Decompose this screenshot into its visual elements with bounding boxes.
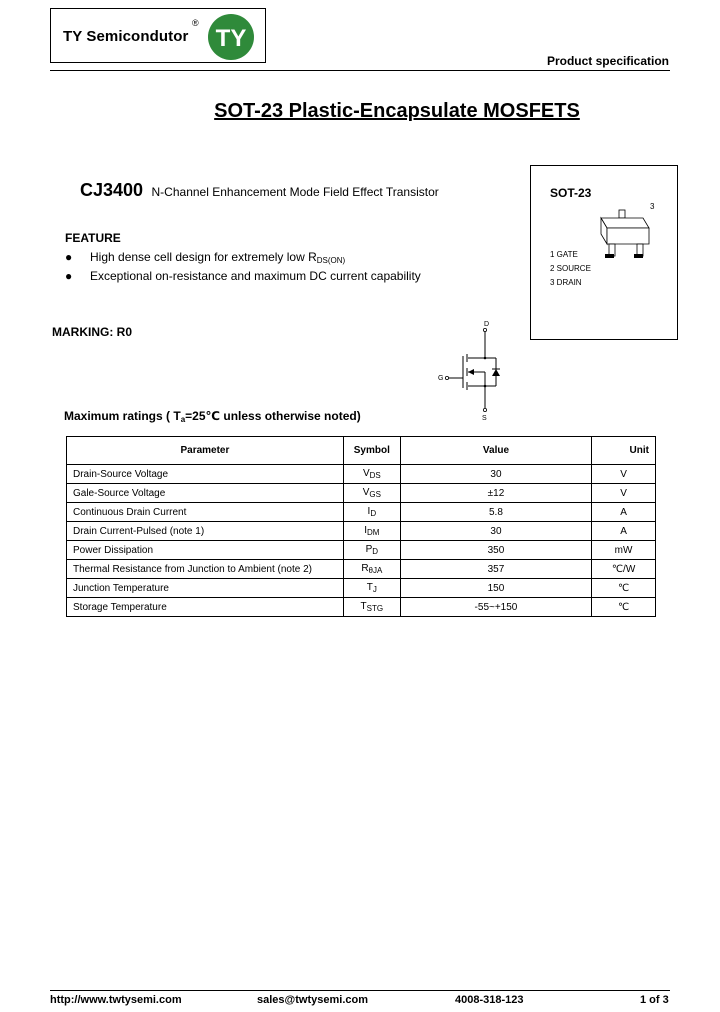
cell-parameter: Junction Temperature [67,579,344,598]
feature-subscript: DS(ON) [316,256,346,265]
symbol-subscript: J [372,585,377,594]
cell-symbol [343,560,400,579]
footer-divider [50,990,670,991]
symbol-subscript: θJA [368,566,383,575]
cell-unit: A [592,503,656,522]
table-row [67,598,656,617]
pin-3-label: 3 DRAIN [550,278,582,287]
source-pin-label: S [482,415,487,422]
table-row [67,579,656,598]
ratings-title [64,409,361,424]
drain-pin-label: D [484,321,490,328]
symbol-subscript: STG [366,604,384,613]
mosfet-symbol-icon [430,316,510,424]
cell-parameter: Power Dissipation [67,541,344,560]
part-line [80,180,439,201]
column-header-value: Value [400,437,591,465]
pin3-label: 3 [650,202,655,211]
product-specification-label: Product specification [546,54,669,68]
cell-value: 350 [400,541,591,560]
cell-unit: mW [592,541,656,560]
symbol-letter: V [362,487,370,498]
column-header-unit: Unit [592,437,656,465]
symbol-letter: I [364,525,367,536]
table-row [67,541,656,560]
symbol-letter: T [366,582,373,593]
table-row [67,522,656,541]
cell-symbol [343,484,400,503]
cell-parameter: Drain Current-Pulsed (note 1) [67,522,344,541]
registered-mark: ® [192,18,199,28]
logo-badge-text: TY [215,25,247,52]
part-description: N-Channel Enhancement Mode Field Effect Transistor [151,185,439,199]
symbol-subscript: DM [367,528,380,537]
column-header-symbol: Symbol [343,437,400,465]
cell-parameter: Drain-Source Voltage [67,465,344,484]
feature-item [65,250,345,265]
cell-unit: V [592,465,656,484]
page-number: 1 of 3 [640,994,669,1006]
pin-2-label: 2 SOURCE [550,264,591,273]
cell-unit: ℃/W [592,560,656,579]
ratings-title-suffix: =25℃ unless otherwise noted) [185,409,361,423]
table-row [67,465,656,484]
cell-value: -55~+150 [400,598,591,617]
bullet-icon: ● [65,250,73,264]
ratings-title-prefix: Maximum ratings ( T [64,409,181,423]
table-row [67,560,656,579]
ty-logo-icon [207,13,255,61]
package-box [530,165,678,340]
symbol-subscript: GS [369,490,381,499]
cell-symbol [343,579,400,598]
footer-website-link[interactable]: http://www.twtysemi.com [50,994,182,1006]
cell-value: 5.8 [400,503,591,522]
column-header-parameter: Parameter [67,437,344,465]
table-header-row [67,437,656,465]
cell-symbol [343,465,400,484]
brand-name: TY Semicondutor [63,28,189,45]
table-row [67,484,656,503]
feature-text: Exceptional on-resistance and maximum DC current capability [90,269,421,283]
footer-email-link[interactable]: sales@twtysemi.com [257,994,368,1006]
cell-value: 30 [400,465,591,484]
page-title: SOT-23 Plastic-Encapsulate MOSFETS [214,100,580,122]
marking-label: MARKING: R0 [52,325,132,339]
cell-value: 30 [400,522,591,541]
symbol-subscript: D [372,547,379,556]
symbol-subscript: DS [369,471,381,480]
cell-symbol [343,541,400,560]
cell-unit: ℃ [592,579,656,598]
pin-1-label: 1 GATE [550,250,578,259]
symbol-letter: V [362,468,370,479]
symbol-letter: T [360,601,367,612]
sot23-package-icon [593,200,655,276]
cell-unit: ℃ [592,598,656,617]
cell-value: 150 [400,579,591,598]
symbol-letter: R [361,563,369,574]
cell-unit: V [592,484,656,503]
symbol-letter: I [367,506,371,517]
cell-parameter: Continuous Drain Current [67,503,344,522]
feature-text: High dense cell design for extremely low R [90,250,317,264]
symbol-subscript: D [370,509,377,518]
footer-phone: 4008-318-123 [455,994,524,1006]
header-divider [50,70,670,71]
cell-symbol [343,598,400,617]
cell-symbol [343,522,400,541]
maximum-ratings-table [66,436,656,617]
feature-heading: FEATURE [65,231,121,245]
bullet-icon: ● [65,269,73,283]
feature-item [65,269,421,283]
cell-parameter: Thermal Resistance from Junction to Ambient (note 2) [67,560,344,579]
cell-unit: A [592,522,656,541]
cell-symbol [343,503,400,522]
logo-box [50,8,266,63]
symbol-letter: P [365,544,373,555]
gate-pin-label: G [438,375,444,382]
table-row [67,503,656,522]
package-title: SOT-23 [550,186,592,200]
cell-value: ±12 [400,484,591,503]
part-number: CJ3400 [80,180,144,200]
cell-parameter: Storage Temperature [67,598,344,617]
cell-value: 357 [400,560,591,579]
cell-parameter: Gale-Source Voltage [67,484,344,503]
ratings-title-subscript: a [180,415,186,424]
